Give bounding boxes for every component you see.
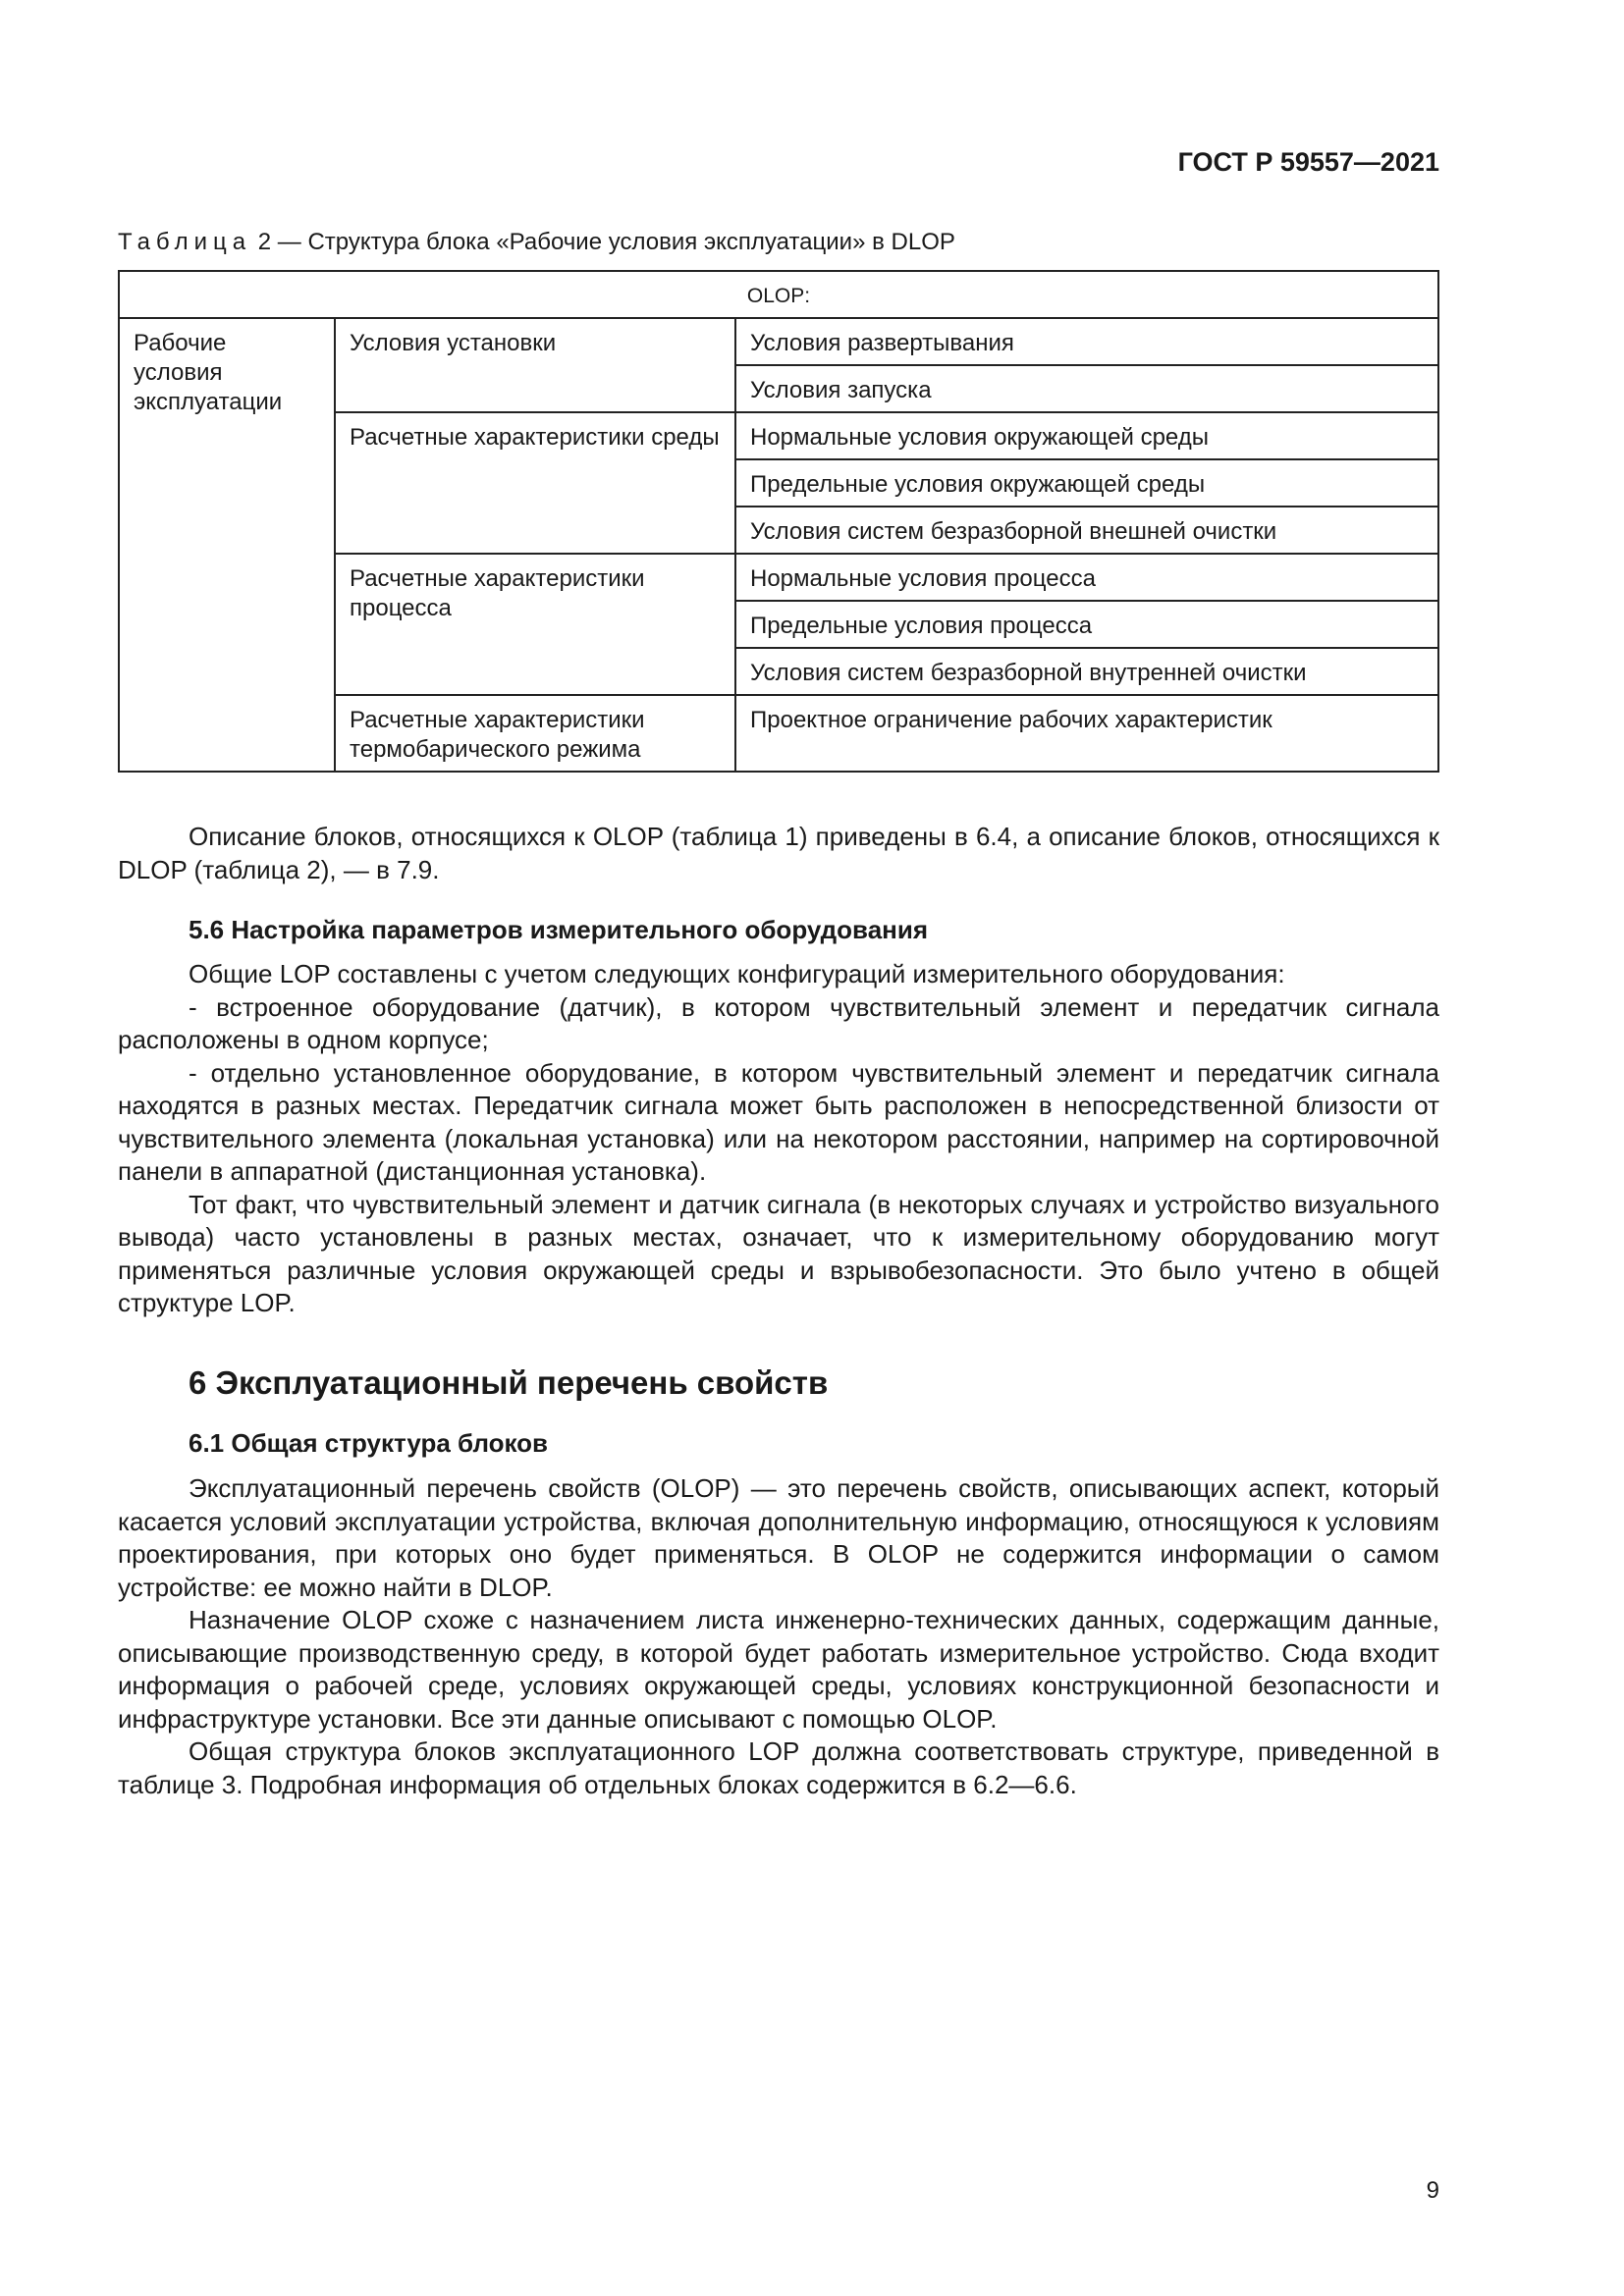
section-5-6-body: [118, 958, 1439, 1320]
paragraph: Описание блоков, относящихся к OLOP (таблица 1) приведены в 6.4, а описание блоков, относящихся к DLOP (таблица 2), — в 7.9.: [118, 822, 1439, 884]
table-item-cell: Условия систем безразборной внутренней очистки: [735, 648, 1438, 695]
list-item: - встроенное оборудование (датчик), в котором чувствительный элемент и передатчик сигнала расположены в одном корпусе;: [118, 991, 1439, 1054]
table-caption: [118, 229, 955, 256]
table-item-cell: Предельные условия окружающей среды: [735, 459, 1438, 507]
paragraph: Назначение OLOP схоже с назначением листа инженерно-технических данных, содержащим данные, описывающие производственную среду, в которой будет работать измерительное устройство. Сюда входит информация о рабочей среде, условиях окружающей среды, условиях конструкционной безопасности и инфраструктуре установки. Все эти данные описывают с помощью OLOP.: [118, 1605, 1439, 1734]
table-item-cell: Условия запуска: [735, 365, 1438, 412]
paragraph: Тот факт, что чувствительный элемент и датчик сигнала (в некоторых случаях и устройство визуального вывода) часто установлены в разных местах, означает, что к измерительному оборудованию могут применяться различные условия окружающей среды и взрывобезопасности. Это было учтено в общей структуре LOP.: [118, 1189, 1439, 1317]
section-6-1-body: [118, 1472, 1439, 1801]
table-caption-word: Таблица: [118, 229, 252, 255]
paragraph: Эксплуатационный перечень свойств (OLOP) — это перечень свойств, описывающих аспект, который касается условий эксплуатации устройства, включая дополнительную информацию, относящуюся к условиям проектирования, при которых оно будет применяться. В OLOP не содержится информации о самом устройстве: ее можно найти в DLOP.: [118, 1473, 1439, 1602]
table-group-cell: Условия установки: [335, 318, 735, 412]
section-6-1-heading: 6.1 Общая структура блоков: [189, 1428, 549, 1458]
table-root-cell: Рабочие условия эксплуатации: [119, 318, 335, 772]
table-row: [119, 318, 1438, 365]
section-6-heading: 6 Эксплуатационный перечень свойств: [189, 1364, 829, 1401]
table-item-cell: Проектное ограничение рабочих характеристик: [735, 695, 1438, 772]
table-item-cell: Условия развертывания: [735, 318, 1438, 365]
list-item: - отдельно установленное оборудование, в котором чувствительный элемент и передатчик сигнала находятся в разных местах. Передатчик сигнала может быть расположен в непосредственной близости от чувствительного элемента (локальная установка) или на некотором расстоянии, например на сортировочной панели в аппаратной (дистанционная установка).: [118, 1057, 1439, 1186]
table-note-paragraph: [118, 821, 1439, 886]
standard-id: ГОСТ Р 59557—2021: [1177, 147, 1439, 177]
table-caption-text: 2 — Структура блока «Рабочие условия эксплуатации» в DLOP: [257, 229, 955, 255]
section-5-6-heading: 5.6 Настройка параметров измерительного оборудования: [189, 915, 929, 944]
table-header-row: [119, 271, 1438, 318]
structure-table: [118, 270, 1439, 773]
table-item-cell: Условия систем безразборной внешней очистки: [735, 507, 1438, 554]
table-item-cell: Нормальные условия процесса: [735, 554, 1438, 601]
paragraph: Общие LOP составлены с учетом следующих конфигураций измерительного оборудования:: [189, 959, 1285, 988]
paragraph: Общая структура блоков эксплуатационного LOP должна соответствовать структуре, приведенной в таблице 3. Подробная информация об отдельных блоках содержится в 6.2—6.6.: [118, 1736, 1439, 1799]
table-item-cell: Нормальные условия окружающей среды: [735, 412, 1438, 459]
table-group-cell: Расчетные характеристики процесса: [335, 554, 735, 695]
table-item-cell: Предельные условия процесса: [735, 601, 1438, 648]
table-group-cell: Расчетные характеристики среды: [335, 412, 735, 554]
table-group-cell: Расчетные характеристики термобарического режима: [335, 695, 735, 772]
page-number: 9: [1426, 2177, 1439, 2204]
table-header-cell: OLOP:: [119, 271, 1438, 318]
